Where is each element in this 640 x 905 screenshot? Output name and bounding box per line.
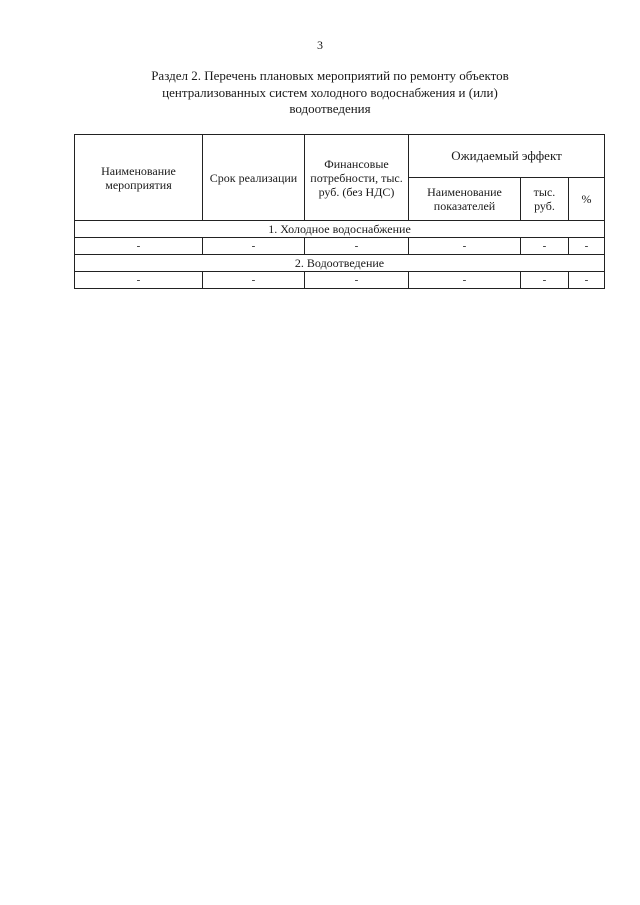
header-effect: Ожидаемый эффект	[409, 135, 605, 178]
header-finance: Финансовые потребности, тыс. руб. (без НДС)	[305, 135, 409, 221]
cell-percent: -	[569, 238, 605, 255]
cell-thousand-rub: -	[521, 272, 569, 289]
cell-name: -	[75, 272, 203, 289]
section-row-wastewater	[75, 255, 605, 272]
cell-percent: -	[569, 272, 605, 289]
cell-term: -	[203, 238, 305, 255]
section-title: 2. Водоотведение	[75, 255, 605, 272]
cell-thousand-rub: -	[521, 238, 569, 255]
table-row	[75, 238, 605, 255]
section-heading	[110, 68, 550, 118]
page-number: 3	[317, 38, 323, 52]
table-row	[75, 272, 605, 289]
measures-table	[74, 134, 605, 289]
cell-term: -	[203, 272, 305, 289]
cell-finance: -	[305, 272, 409, 289]
heading-line-2: централизованных систем холодного водоснабжения и (или)	[162, 84, 498, 100]
header-thousand-rub: тыс. руб.	[521, 178, 569, 221]
heading-line-1: Раздел 2. Перечень плановых мероприятий по ремонту объектов	[151, 68, 509, 83]
cell-indicators: -	[409, 238, 521, 255]
heading-line-3: водоотведения	[289, 101, 371, 116]
header-row-1	[75, 135, 605, 178]
header-term: Срок реализации	[203, 135, 305, 221]
header-name: Наименование мероприятия	[75, 135, 203, 221]
section-row-cold-water	[75, 221, 605, 238]
header-indicators: Наименование показателей	[409, 178, 521, 221]
cell-name: -	[75, 238, 203, 255]
section-title: 1. Холодное водоснабжение	[75, 221, 605, 238]
cell-finance: -	[305, 238, 409, 255]
cell-indicators: -	[409, 272, 521, 289]
header-percent: %	[569, 178, 605, 221]
